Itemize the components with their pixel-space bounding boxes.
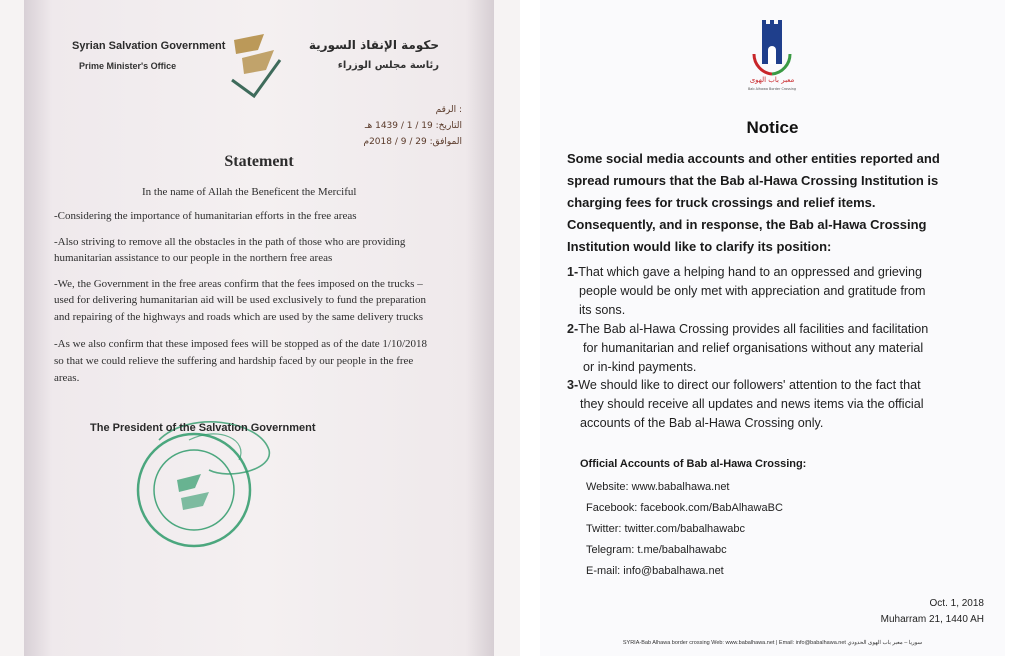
logo-english-text: Bab Alhawa Border Crossing xyxy=(747,87,797,91)
paragraph-3-line-3: and repairing of the highways and roads which are used by the same delivery trucks xyxy=(54,311,423,323)
intro-line: charging fees for truck crossings and relief items. xyxy=(567,195,876,210)
ref-number-label: الرقم : xyxy=(435,105,462,115)
gregorian-date: الموافق: 29 / 9 / 2018م xyxy=(363,137,462,147)
point-line: its sons. xyxy=(579,303,626,317)
office-name-ar: رئاسة مجلس الوزراء xyxy=(337,60,439,71)
notice-footer: SYRIA-Bab Alhawa border crossing Web: www.babalhawa.net | Email: info@babalhawa.net سوريا – معبر باب الهوى الحدودي xyxy=(622,640,923,646)
notice-title: Notice xyxy=(746,118,799,137)
logo-arabic-text: معبر باب الهوى xyxy=(749,76,795,84)
paragraph-2-line-2: humanitarian assistance to our people in the northern free areas xyxy=(54,252,333,264)
point-number: 3- xyxy=(567,378,579,392)
notice-point-1 xyxy=(567,263,977,320)
notice-intro xyxy=(567,148,977,258)
statement-document xyxy=(24,0,494,656)
notice-point-2 xyxy=(567,320,977,377)
paragraph-4-line-3: areas. xyxy=(54,372,80,384)
org-name-ar: حكومة الإنقاذ السورية xyxy=(308,38,439,52)
paragraph-2-line-1: -Also striving to remove all the obstacles in the path of those who are providing xyxy=(54,236,406,248)
point-line: for humanitarian and relief organisations without any material xyxy=(583,341,924,355)
point-line: they should receive all updates and news items via the official xyxy=(580,397,924,411)
org-name-en: Syrian Salvation Government xyxy=(72,40,226,52)
point-number: 2- xyxy=(567,322,579,336)
statement-title: Statement xyxy=(224,153,294,170)
account-website[interactable]: Website: www.babalhawa.net xyxy=(586,481,730,493)
point-line: people would be only met with appreciation and gratitude from xyxy=(579,284,926,298)
point-line: We should like to direct our followers' attention to the fact that xyxy=(578,378,921,392)
account-telegram[interactable]: Telegram: t.me/babalhawabc xyxy=(586,544,727,556)
paragraph-3-line-2: used for delivering humanitarian aid will be used exclusively to fund the preparation xyxy=(54,294,427,306)
account-twitter[interactable]: Twitter: twitter.com/babalhawabc xyxy=(586,523,745,535)
paragraph-4-line-1: -As we also confirm that these imposed fees will be stopped as of the date 1/10/2018 xyxy=(54,338,427,350)
point-line: or in-kind payments. xyxy=(583,360,697,374)
notice-date-gregorian: Oct. 1, 2018 xyxy=(929,598,984,609)
account-facebook[interactable]: Facebook: facebook.com/BabAlhawaBC xyxy=(586,502,783,514)
basmala: In the name of Allah the Beneficent the Merciful xyxy=(142,186,357,198)
signature-label: The President of the Salvation Government xyxy=(90,422,316,434)
accounts-title: Official Accounts of Bab al-Hawa Crossing: xyxy=(580,458,807,470)
salvation-government-logo xyxy=(224,30,284,100)
paragraph-3-line-1: -We, the Government in the free areas confirm that the fees imposed on the trucks – xyxy=(54,278,423,290)
paragraph-1: -Considering the importance of humanitarian efforts in the free areas xyxy=(54,210,357,222)
bab-alhawa-logo xyxy=(740,18,804,92)
account-email[interactable]: E-mail: info@babalhawa.net xyxy=(586,565,724,577)
intro-line: spread rumours that the Bab al-Hawa Crossing Institution is xyxy=(567,173,939,188)
intro-line: Consequently, and in response, the Bab al-Hawa Crossing xyxy=(567,217,927,232)
intro-line: Institution would like to clarify its position: xyxy=(567,239,832,254)
point-line: That which gave a helping hand to an oppressed and grieving xyxy=(578,265,922,279)
notice-date-hijri: Muharram 21, 1440 AH xyxy=(880,614,984,625)
office-name-en: Prime Minister's Office xyxy=(79,61,177,71)
paragraph-4-line-2: so that we could relieve the suffering and hardship faced by our people in the free xyxy=(54,355,414,367)
notice-point-3 xyxy=(567,376,977,433)
reference-block xyxy=(364,102,463,150)
point-line: accounts of the Bab al-Hawa Crossing only. xyxy=(580,416,824,430)
hijri-date: التاريخ: 19 / 1 / 1439 هـ xyxy=(364,121,462,131)
point-line: The Bab al-Hawa Crossing provides all facilities and facilitation xyxy=(578,322,929,336)
point-number: 1- xyxy=(567,265,579,279)
intro-line: Some social media accounts and other entities reported and xyxy=(567,151,940,166)
